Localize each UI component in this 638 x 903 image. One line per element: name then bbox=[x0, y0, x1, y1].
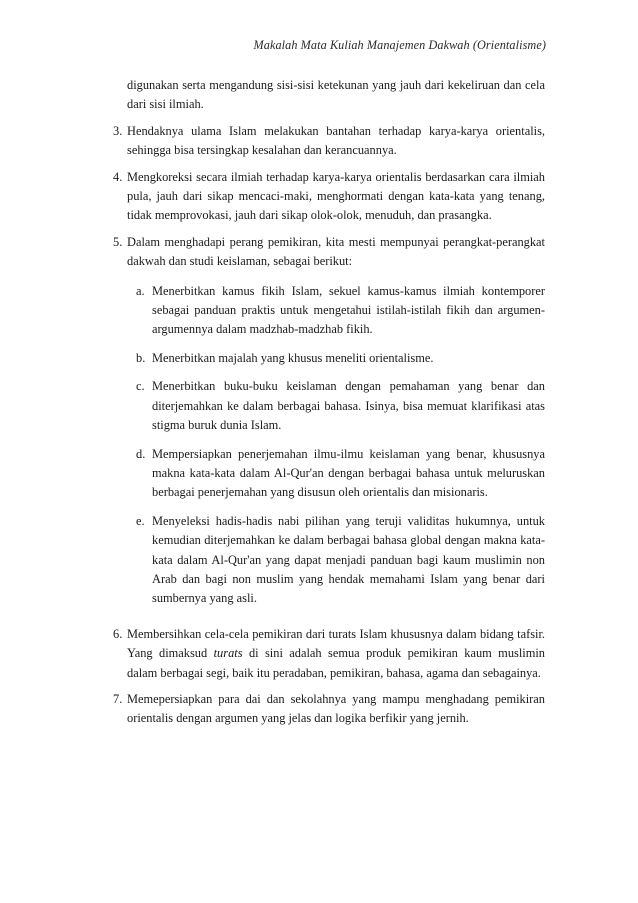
list-number: 3. bbox=[113, 123, 123, 138]
list-item-text: Memepersiapkan para dai dan sekolahnya yang mampu menghadang pemikiran orientalis dengan argumen yang jelas dan logika berfikir yang jernih. bbox=[127, 691, 545, 726]
sub-item-d bbox=[127, 445, 545, 503]
list-item-6 bbox=[113, 625, 545, 683]
sub-item-a bbox=[127, 282, 545, 340]
sub-item-e bbox=[127, 512, 545, 609]
list-item-4 bbox=[113, 168, 545, 226]
list-item-3 bbox=[113, 122, 545, 161]
list-number: 5. bbox=[113, 234, 123, 249]
sub-item-label: b. bbox=[136, 350, 146, 365]
list-item-content bbox=[127, 690, 545, 729]
list-item-content bbox=[127, 122, 545, 161]
sub-item-text: Menerbitkan kamus fikih Islam, sekuel kamus-kamus ilmiah kontemporer sebagai panduan praktis untuk mengetahui istilah-istilah fikih dan argumen-argumennya dalam madzhab-madzhab fikih. bbox=[152, 283, 545, 337]
list-item-text bbox=[127, 625, 545, 683]
sub-item-text: Mempersiapkan penerjemahan ilmu-ilmu keislaman yang benar, khususnya makna kata-kata dalam Al-Qur'an dengan berbagai bahasa untuk meluruskan berbagai penerjemahan yang disusun oleh orientalis dan misionaris. bbox=[152, 446, 545, 500]
sub-item-text: Menyeleksi hadis-hadis nabi pilihan yang teruji validitas hukumnya, untuk kemudian diterjemahkan ke dalam berbagai bahasa global dengan makna kata-kata dalam Al-Qur'an yang dapat menjadi panduan bagi kaum muslimin non Arab dan bagi non muslim yang hendak memahami Islam yang benar dari sumbernya yang asli. bbox=[152, 513, 545, 606]
sub-item-b bbox=[127, 349, 545, 368]
text-segment: Membersihkan cela-cela pemikiran dari turats Islam khususnya dalam bidang tafsir. Yang dimaksud bbox=[127, 626, 545, 661]
list-item-content bbox=[127, 625, 545, 683]
continued-paragraph: digunakan serta mengandung sisi-sisi ketekunan yang jauh dari kekeliruan dan cela dari sisi ilmiah. bbox=[127, 78, 545, 112]
sub-item-text: Menerbitkan buku-buku keislaman dengan pemahaman yang benar dan diterjemahkan ke dalam berbagai bahasa. Isinya, bisa memuat klarifikasi atas stigma buruk dunia Islam. bbox=[152, 379, 545, 433]
list-item-content bbox=[127, 233, 545, 618]
list-number: 6. bbox=[113, 626, 123, 641]
italic-term: turats bbox=[213, 646, 243, 661]
list-item-7 bbox=[113, 690, 545, 729]
list-item-5 bbox=[113, 233, 545, 618]
sub-item-label: e. bbox=[136, 513, 145, 528]
list-number: 7. bbox=[113, 691, 123, 706]
sub-item-text: Menerbitkan majalah yang khusus meneliti orientalisme. bbox=[152, 350, 434, 365]
sub-item-label: a. bbox=[136, 283, 145, 298]
list-item-text: Dalam menghadapi perang pemikiran, kita mesti mempunyai perangkat-perangkat dakwah dan studi keislaman, sebagai berikut: bbox=[127, 234, 545, 269]
sub-item-c bbox=[127, 377, 545, 435]
text-segment: di sini adalah semua produk pemikiran kaum muslimin dalam berbagai segi, baik itu peradaban, pemikiran, bahasa, agama dan sebagainya. bbox=[127, 646, 545, 680]
sub-list bbox=[127, 282, 545, 609]
sub-item-label: c. bbox=[136, 379, 145, 394]
list-item-text: Mengkoreksi secara ilmiah terhadap karya-karya orientalis berdasarkan cara ilmiah pula, jauh dari sikap mencaci-maki, menghormati dengan kata-kata yang tenang, tidak memprovokasi, jauh dari sikap olok-olok, menuduh, dan prasangka. bbox=[127, 169, 545, 223]
list-number: 4. bbox=[113, 169, 123, 184]
running-header: Makalah Mata Kuliah Manajemen Dakwah (Orientalisme) bbox=[253, 38, 546, 52]
list-item-content bbox=[127, 168, 545, 226]
list-item-text: Hendaknya ulama Islam melakukan bantahan terhadap karya-karya orientalis, sehingga bisa tersingkap kesalahan dan kerancuannya. bbox=[127, 123, 545, 158]
document-body bbox=[113, 76, 545, 736]
sub-item-label: d. bbox=[136, 446, 146, 461]
